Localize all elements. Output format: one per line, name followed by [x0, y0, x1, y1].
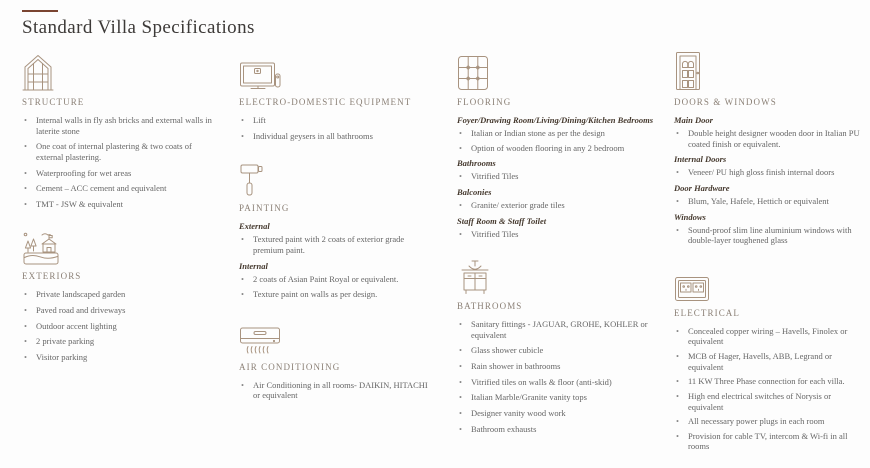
- bullet-item: • Double height designer wooden door in Italian PU coated finish or equivalent.: [674, 128, 864, 149]
- bullet-item: • TMT - JSW & equivalent: [22, 199, 218, 210]
- page-title: Standard Villa Specifications: [22, 17, 255, 38]
- column-4: [674, 51, 864, 468]
- bullet-list: [457, 171, 653, 182]
- bullet-item: • Outdoor accent lighting: [22, 321, 218, 332]
- section-painting: [239, 157, 436, 300]
- bullet-item: • One coat of internal plastering & two coats of external plastering.: [22, 141, 218, 162]
- section-heading-air-conditioning: AIR CONDITIONING: [239, 361, 341, 372]
- subheading-internal: Internal: [239, 260, 268, 271]
- subheading-balconies: Balconies: [457, 186, 492, 197]
- bullet-list: [674, 167, 864, 178]
- bullet-item: • Texture paint on walls as per design.: [239, 289, 436, 300]
- bullet-list: [457, 229, 653, 240]
- bullet-list: [674, 196, 864, 207]
- bullet-item: • MCB of Hager, Havells, ABB, Legrand or equivalent: [674, 351, 864, 372]
- bullet-item: • Textured paint with 2 coats of exterior grade premium paint.: [239, 234, 436, 255]
- bullet-item: • Designer vanity wood work: [457, 408, 653, 419]
- bullet-item: • Vitrified tiles on walls & floor (anti-skid): [457, 377, 653, 388]
- bullet-list: [674, 326, 864, 452]
- bullet-item: • Internal walls in fly ash bricks and external walls in laterite stone: [22, 115, 218, 136]
- section-heading-electro-domestic: ELECTRO-DOMESTIC EQUIPMENT: [239, 97, 412, 107]
- column-2: [239, 51, 436, 417]
- bullet-item: • Visitor parking: [22, 352, 218, 363]
- bullet-list: [239, 234, 436, 255]
- section-flooring: [457, 51, 653, 239]
- bullet-list: [457, 319, 653, 434]
- bullet-item: • 2 coats of Asian Paint Royal or equivalent.: [239, 274, 436, 285]
- bullet-item: • Italian or Indian stone as per the design: [457, 128, 653, 139]
- subheading-external: External: [239, 221, 270, 232]
- bullet-item: • Waterproofing for wet areas: [22, 168, 218, 179]
- subheading-main-door: Main Door: [674, 115, 713, 125]
- bullet-item: • Bathroom exhausts: [457, 424, 653, 435]
- bullet-list: [22, 115, 218, 209]
- subheading-bathrooms: Bathrooms: [457, 158, 496, 169]
- section-heading-doors-windows: DOORS & WINDOWS: [674, 97, 777, 107]
- bullet-item: • Sanitary fittings - JAGUAR, GROHE, KOHLER or equivalent: [457, 319, 653, 340]
- section-heading-painting: PAINTING: [239, 203, 290, 214]
- title-accent-rule: [22, 10, 58, 12]
- bullet-list: [674, 128, 864, 149]
- power-socket-icon: [674, 262, 864, 302]
- section-electrical: [674, 262, 864, 452]
- section-heading-electrical: ELECTRICAL: [674, 307, 740, 318]
- tv-remote-icon: [239, 51, 436, 91]
- bullet-item: • Air Conditioning in all rooms- DAIKIN, HITACHI or equivalent: [239, 380, 436, 401]
- subheading-foyer-rooms: Foyer/Drawing Room/Living/Dining/Kitchen Bedrooms: [457, 115, 653, 125]
- bullet-item: • Individual geysers in all bathrooms: [239, 131, 436, 142]
- spec-columns: [22, 51, 870, 468]
- section-heading-exteriors: EXTERIORS: [22, 271, 82, 282]
- bullet-item: • Lift: [239, 115, 436, 126]
- bullet-item: • Vitrified Tiles: [457, 171, 653, 182]
- section-electro-domestic: [239, 51, 436, 141]
- bullet-list: [457, 128, 653, 153]
- subheading-staff-room-toilet: Staff Room & Staff Toilet: [457, 215, 547, 226]
- column-1: [22, 51, 218, 379]
- column-3: [457, 51, 653, 450]
- bullet-item: • Private landscaped garden: [22, 289, 218, 300]
- bullet-item: • Cement – ACC cement and equivalent: [22, 183, 218, 194]
- section-bathrooms: [457, 255, 653, 434]
- bullet-item: • Provision for cable TV, intercom & Wi-fi in all rooms: [674, 431, 864, 452]
- bullet-list: [239, 274, 436, 300]
- section-heading-flooring: FLOORING: [457, 97, 512, 107]
- bullet-item: • 2 private parking: [22, 336, 218, 347]
- bullet-item: • 11 KW Three Phase connection for each villa.: [674, 376, 864, 387]
- section-doors-windows: [674, 51, 864, 246]
- section-heading-structure: STRUCTURE: [22, 97, 85, 107]
- subheading-door-hardware: Door Hardware: [674, 182, 730, 193]
- bullet-item: • Rain shower in bathrooms: [457, 361, 653, 372]
- bullet-item: • Paved road and driveways: [22, 305, 218, 316]
- bullet-list: [674, 225, 864, 246]
- bullet-item: • Blum, Yale, Hafele, Hettich or equivalent: [674, 196, 864, 207]
- floor-tiles-icon: [457, 51, 653, 91]
- bullet-item: • Sound-proof slim line aluminium windows with double-layer toughened glass: [674, 225, 864, 246]
- paint-roller-icon: [239, 157, 436, 197]
- bullet-item: • High end electrical switches of Norysis or equivalent: [674, 391, 864, 412]
- bullet-list: [457, 200, 653, 211]
- section-structure: [22, 51, 218, 209]
- bullet-list: [22, 289, 218, 362]
- air-conditioner-icon: [239, 316, 436, 356]
- bullet-item: • Italian Marble/Granite vanity tops: [457, 392, 653, 403]
- bullet-item: • Option of wooden flooring in any 2 bedroom: [457, 143, 653, 154]
- section-air-conditioning: [239, 316, 436, 401]
- section-exteriors: [22, 225, 218, 362]
- bullet-item: • Vitrified Tiles: [457, 229, 653, 240]
- bullet-list: [239, 380, 436, 401]
- bullet-item: • Veneer/ PU high gloss finish internal doors: [674, 167, 864, 178]
- bullet-item: • Glass shower cubicle: [457, 345, 653, 356]
- bathroom-vanity-icon: [457, 255, 653, 295]
- bullet-item: • All necessary power plugs in each room: [674, 416, 864, 427]
- door-icon: [674, 51, 864, 91]
- section-heading-bathrooms: BATHROOMS: [457, 301, 523, 312]
- bullet-list: [239, 115, 436, 141]
- subheading-windows: Windows: [674, 211, 706, 222]
- house-frame-icon: [22, 51, 218, 91]
- subheading-internal-doors: Internal Doors: [674, 154, 727, 165]
- landscape-icon: [22, 225, 218, 265]
- bullet-item: • Granite/ exterior grade tiles: [457, 200, 653, 211]
- bullet-item: • Concealed copper wiring – Havells, Finolex or equivalent: [674, 326, 864, 347]
